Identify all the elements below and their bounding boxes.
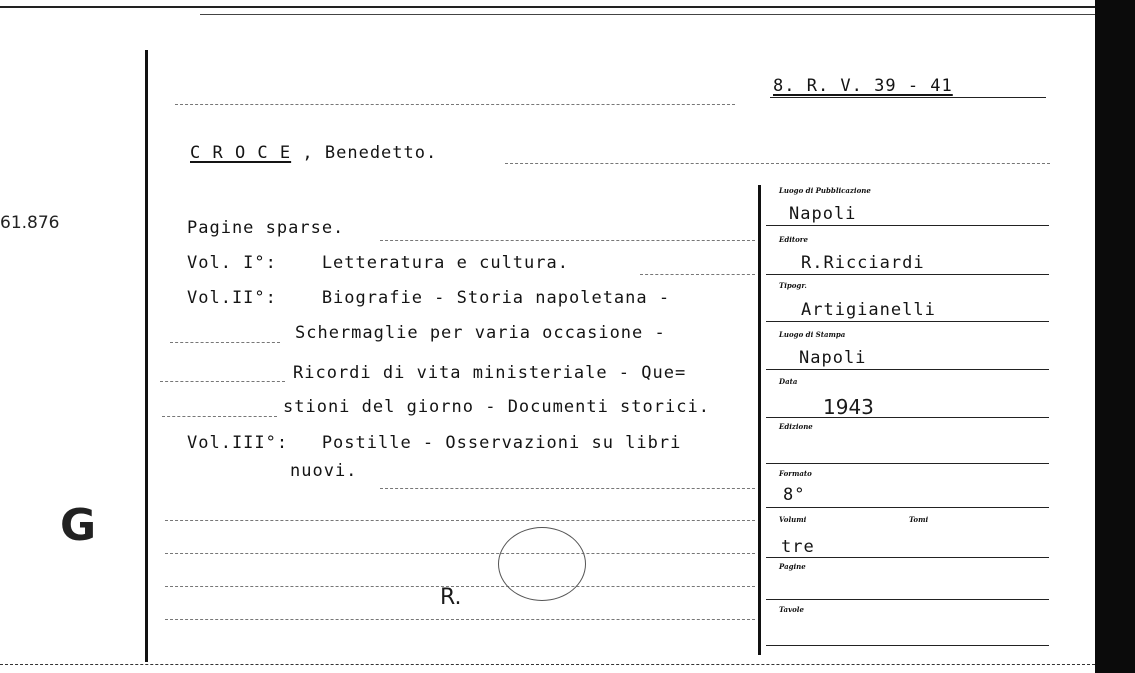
scan-edge <box>1095 0 1135 673</box>
field-label-data: Data <box>779 377 798 386</box>
volume-2-line: Vol.II°: Biografie - Storia napoletana - <box>187 288 671 308</box>
field-rule <box>766 417 1049 418</box>
drawer-letter: G <box>60 500 97 551</box>
card-top-border-inner <box>200 14 1095 15</box>
volume-3-continued: nuovi. <box>290 461 358 481</box>
card-top-border <box>0 6 1095 8</box>
field-value-luogo-stampa: Napoli <box>799 348 867 368</box>
field-rule <box>766 225 1049 226</box>
author-line <box>190 143 437 163</box>
volume-1-line: Vol. I°: Letteratura e cultura. <box>187 253 569 273</box>
rule <box>380 240 755 241</box>
rule <box>380 488 755 489</box>
field-label-formato: Formato <box>779 469 812 478</box>
field-rule <box>766 274 1049 275</box>
field-label-volumi: Volumi <box>779 515 807 524</box>
card-bottom-border <box>0 664 1095 665</box>
volume-3-line: Vol.III°: Postille - Osservazioni su libri <box>187 433 682 453</box>
volume-2-continued: Ricordi di vita ministeriale - Que= <box>293 363 687 383</box>
field-value-formato: 8° <box>783 485 806 505</box>
field-value-editore: R.Ricciardi <box>801 253 925 273</box>
field-value-volumi: tre <box>781 537 815 557</box>
rule <box>165 520 755 521</box>
imprint-box <box>758 185 1051 655</box>
rule <box>160 381 285 382</box>
library-stamp <box>498 527 586 601</box>
field-rule <box>766 507 1049 508</box>
rule <box>505 163 1050 164</box>
field-value-luogo-pubblicazione: Napoli <box>789 204 857 224</box>
field-rule <box>766 369 1049 370</box>
rule <box>165 619 755 620</box>
rule <box>162 416 277 417</box>
author-given-name: Benedetto. <box>324 143 438 163</box>
rule <box>640 274 755 275</box>
shelfmark: 8. R. V. 39 - 41 <box>773 76 953 96</box>
field-rule <box>766 557 1049 558</box>
field-rule <box>766 463 1049 464</box>
field-label-tipografia: Tipogr. <box>779 281 807 290</box>
card-margin-line <box>145 50 148 662</box>
author-separator: , <box>302 143 314 163</box>
field-value-data: 1943 <box>823 395 874 419</box>
field-label-tavole: Tavole <box>779 605 804 614</box>
field-rule <box>766 321 1049 322</box>
field-label-editore: Editore <box>779 235 808 244</box>
field-rule <box>766 599 1049 600</box>
field-value-tipografia: Artigianelli <box>801 300 936 320</box>
rule <box>170 342 280 343</box>
rule <box>165 553 755 554</box>
field-label-pagine: Pagine <box>779 562 806 571</box>
rule <box>175 104 735 105</box>
author-surname: C R O C E <box>190 143 292 163</box>
field-label-luogo-stampa: Luogo di Stampa <box>779 330 846 339</box>
title-line: Pagine sparse. <box>187 218 345 238</box>
shelfmark-rule <box>770 97 1046 98</box>
volume-2-continued: Schermaglie per varia occasione - <box>295 323 666 343</box>
field-label-tomi: Tomi <box>909 515 929 524</box>
volume-2-continued: stioni del giorno - Documenti storici. <box>283 397 710 417</box>
stamp-mark: R. <box>440 585 462 610</box>
catalog-number: 61.876 <box>0 213 60 233</box>
field-rule <box>766 645 1049 646</box>
field-label-edizione: Edizione <box>779 422 813 431</box>
field-label-luogo-pubblicazione: Luogo di Pubblicazione <box>779 186 871 195</box>
